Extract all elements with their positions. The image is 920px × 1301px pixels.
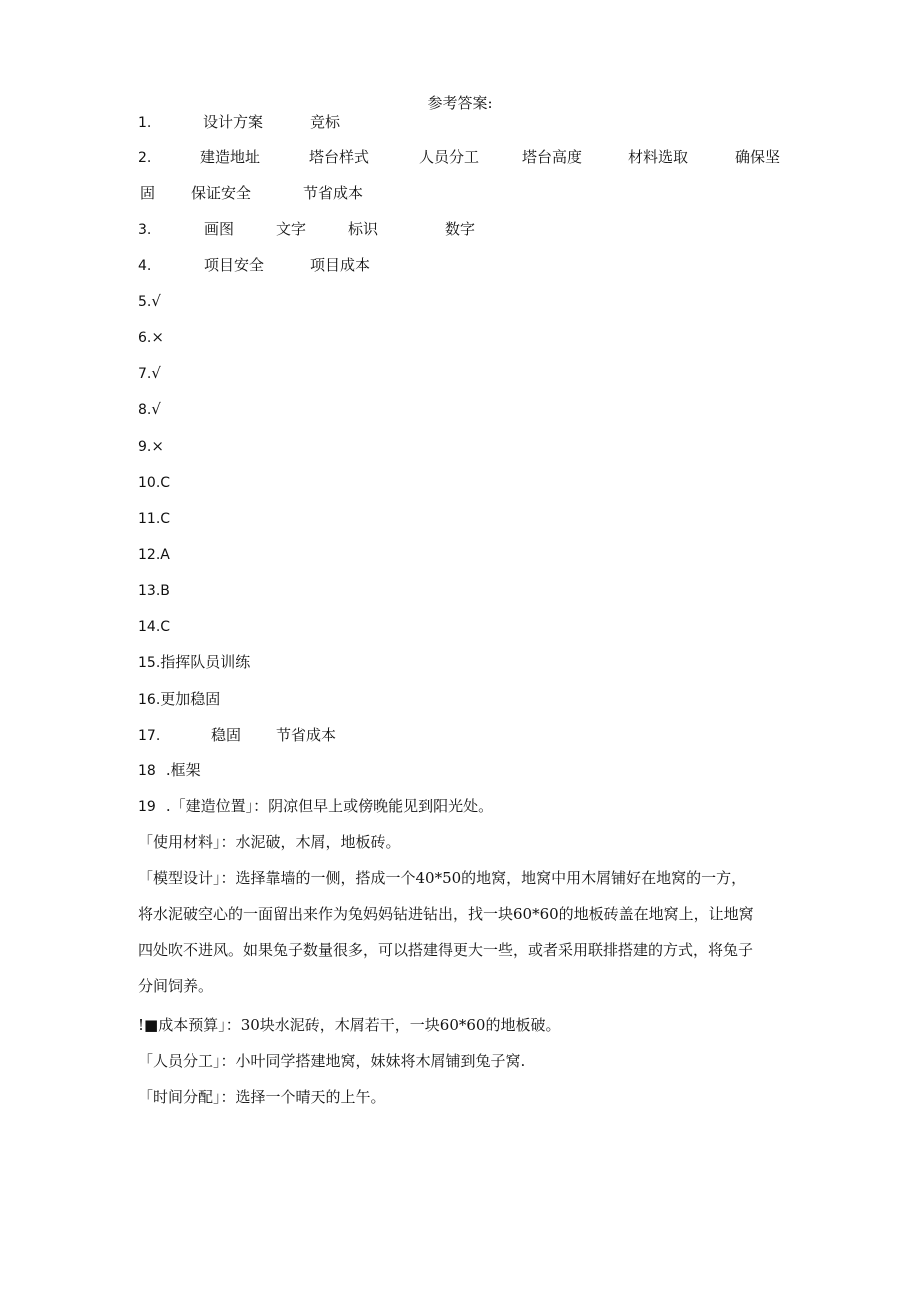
blank-answer: 稳固 [211,726,242,744]
answer-19-staff [138,1050,525,1072]
blank-answer: 标识 [348,220,379,238]
blank-answer: 节省成本 [276,726,337,744]
answer-text: !■成本预算」：30块水泥砖，木屑若干，一块60*60的地板破。 [138,1016,561,1034]
blank-answer: 设计方案 [203,113,264,131]
answer-text: B [160,583,170,599]
answer-text: C [160,619,171,635]
answer-17 [138,724,538,746]
answer-9 [138,435,164,457]
blank-answer: 固 [140,184,156,202]
blank-answer: 保证安全 [191,184,252,202]
answer-4 [138,254,538,276]
answer-8 [138,398,161,420]
answer-text: × [151,328,164,346]
question-number: 9. [138,439,152,455]
answer-18 [138,759,201,781]
question-number: 17. [138,728,161,744]
answer-text: √ [151,364,161,382]
answer-text: √ [151,292,161,310]
answer-2 [138,146,798,168]
answer-10 [138,471,170,493]
answer-14 [138,615,170,637]
question-number: 16. [138,692,161,708]
question-number: 19 [138,799,156,815]
blank-answer: 项目成本 [310,256,371,274]
question-number: 1. [138,115,152,131]
answer-text: C [160,511,171,527]
answer-text: 「人员分工」：小叶同学搭建地窝，妹妹将木屑铺到兔子窝. [138,1052,526,1070]
answer-13 [138,579,170,601]
blank-answer: 数字 [445,220,476,238]
answer-3 [138,218,538,240]
answer-12 [138,543,170,565]
paragraph-line: 将水泥破空心的一面留出来作为兔妈妈钻进钻出，找一块60*60的地板砖盖在地窝上，让地窝 [138,905,754,923]
blank-answer: 画图 [204,220,235,238]
question-number: 18 [138,763,156,779]
blank-answer: 塔台高度 [522,148,583,166]
answer-text: .框架 [165,761,201,779]
answer-5 [138,290,161,312]
paragraph-line: 分间饲养。 [138,977,214,995]
answer-text: A [160,547,170,563]
blank-answer: 塔台样式 [309,148,370,166]
answer-19-materials [138,831,401,853]
question-number: 10. [138,475,161,491]
question-number: 14. [138,619,161,635]
question-number: 5. [138,294,152,310]
answer-19-budget [138,1014,560,1036]
answer-text: × [151,437,164,455]
answer-6 [138,326,164,348]
question-number: 3. [138,222,152,238]
page-title: 参考答案: [427,94,493,112]
answer-16 [138,688,220,710]
answer-19-time [138,1086,386,1108]
question-number: 6. [138,330,152,346]
blank-answer: 节省成本 [303,184,364,202]
answer-19 [138,795,493,817]
blank-answer: 确保坚 [735,148,781,166]
answer-text: √ [151,400,161,418]
question-number: 15. [138,655,161,671]
question-number: 13. [138,583,161,599]
paragraph-line: 「模型设计」：选择靠墙的一侧，搭成一个40*50的地窝，地窝中用木屑铺好在地窝的一方， [138,869,747,887]
answer-text: 「时间分配」：选择一个晴天的上午。 [138,1088,386,1106]
blank-answer: 人员分工 [419,148,480,166]
question-number: 12. [138,547,161,563]
answer-text: 更加稳固 [160,690,221,708]
answer-7 [138,362,161,384]
answer-1 [138,111,638,133]
question-number: 11. [138,511,161,527]
answer-text: 「使用材料」：水泥破，木屑，地板砖。 [138,833,401,851]
question-number: 4. [138,258,152,274]
question-number: 7. [138,366,152,382]
answer-text: C [160,475,171,491]
answer-2-continued [138,182,538,204]
answer-19-design [138,860,788,1004]
answer-11 [138,507,170,529]
blank-answer: 建造地址 [200,148,261,166]
paragraph-line: 四处吹不进风。如果兔子数量很多，可以搭建得更大一些，或者采用联排搭建的方式，将兔子 [138,941,754,959]
blank-answer: 项目安全 [204,256,265,274]
question-number: 2. [138,150,152,166]
blank-answer: 竞标 [310,113,341,131]
blank-answer: 材料选取 [628,148,689,166]
blank-answer: 文字 [276,220,307,238]
answer-15 [138,651,250,673]
question-number: 8. [138,402,152,418]
answer-text: 指挥队员训练 [160,653,251,671]
answer-text: .「建造位置」：阴凉但早上或傍晚能见到阳光处。 [165,797,494,815]
